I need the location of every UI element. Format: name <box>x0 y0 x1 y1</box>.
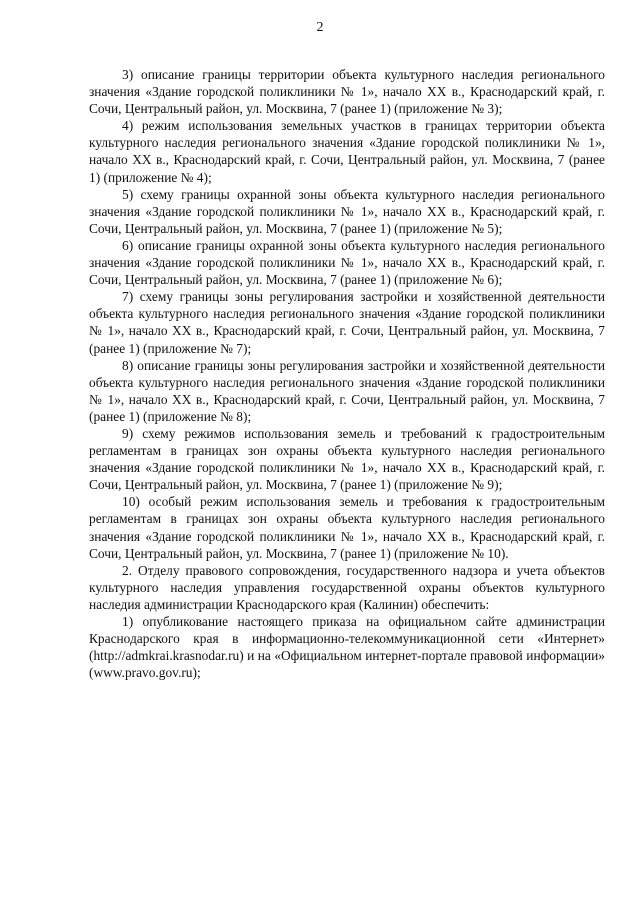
paragraph-item-3: 3) описание границы территории объекта культурного наследия регионального значения «Здание городской поликлиники № 1», начало XX в., Краснодарский край, г. Сочи, Центральный район, ул. Москвина, 7 (ранее 1) (приложение № 3); <box>89 67 605 117</box>
paragraph-item-5: 5) схему границы охранной зоны объекта культурного наследия регионального значения «Здание городской поликлиники № 1», начало XX в., Краснодарский край, г. Сочи, Центральный район, ул. Москвина, 7 (ранее 1) (приложение № 5); <box>89 186 605 236</box>
paragraph-item-9: 9) схему режимов использования земель и требований к градостроительным регламентам в границах зон охраны объекта культурного наследия регионального значения «Здание городской поликлиники № 1», начало XX в., Краснодарский край, г. Сочи, Центральный район, ул. Москвина, 7 (ранее 1) (приложение № 9); <box>89 425 605 493</box>
paragraph-item-10: 10) особый режим использования земель и требования к градостроительным регламентам в границах зон охраны объекта культурного наследия регионального значения «Здание городской поликлиники № 1», начало XX в., Краснодарский край, г. Сочи, Центральный район, ул. Москвина, 7 (ранее 1) (приложение № 10). <box>89 494 605 561</box>
paragraph-item-4: 4) режим использования земельных участков в границах территории объекта культурного наследия регионального значения «Здание городской поликлиники № 1», начало XX в., Краснодарский край, г. Сочи, Центральный район, ул. Москвина, 7 (ранее 1) (приложение № 4); <box>89 118 605 185</box>
paragraph-section-2: 2. Отделу правового сопровождения, государственного надзора и учета объектов культурного наследия управления государственной охраны объектов культурного наследия администрации Краснодарского края (Калинин) обеспечить: <box>89 562 605 612</box>
page-number: 2 <box>316 20 324 35</box>
paragraph-section-2-item-1: 1) опубликование настоящего приказа на официальном сайте администрации Краснодарского края в информационно-телекоммуникационной сети «Интернет» (http://admkrai.krasnodar.ru) и на «Официальном интернет-портале правовой информации» (www.pravo.gov.ru); <box>89 614 605 681</box>
paragraph-item-6: 6) описание границы охранной зоны объекта культурного наследия регионального значения «Здание городской поликлиники № 1», начало XX в., Краснодарский край, г. Сочи, Центральный район, ул. Москвина, 7 (ранее 1) (приложение № 6); <box>89 237 605 288</box>
paragraph-item-8: 8) описание границы зоны регулирования застройки и хозяйственной деятельности объекта культурного наследия регионального значения «Здание городской поликлиники № 1», начало XX в., Краснодарский край, г. Сочи, Центральный район, ул. Москвина, 7 (ранее 1) (приложение № 8); <box>89 357 605 424</box>
document-body <box>89 66 605 681</box>
paragraph-item-7: 7) схему границы зоны регулирования застройки и хозяйственной деятельности объекта культурного наследия регионального значения «Здание городской поликлиники № 1», начало XX в., Краснодарский край, г. Сочи, Центральный район, ул. Москвина, 7 (ранее 1) (приложение № 7); <box>89 289 605 356</box>
